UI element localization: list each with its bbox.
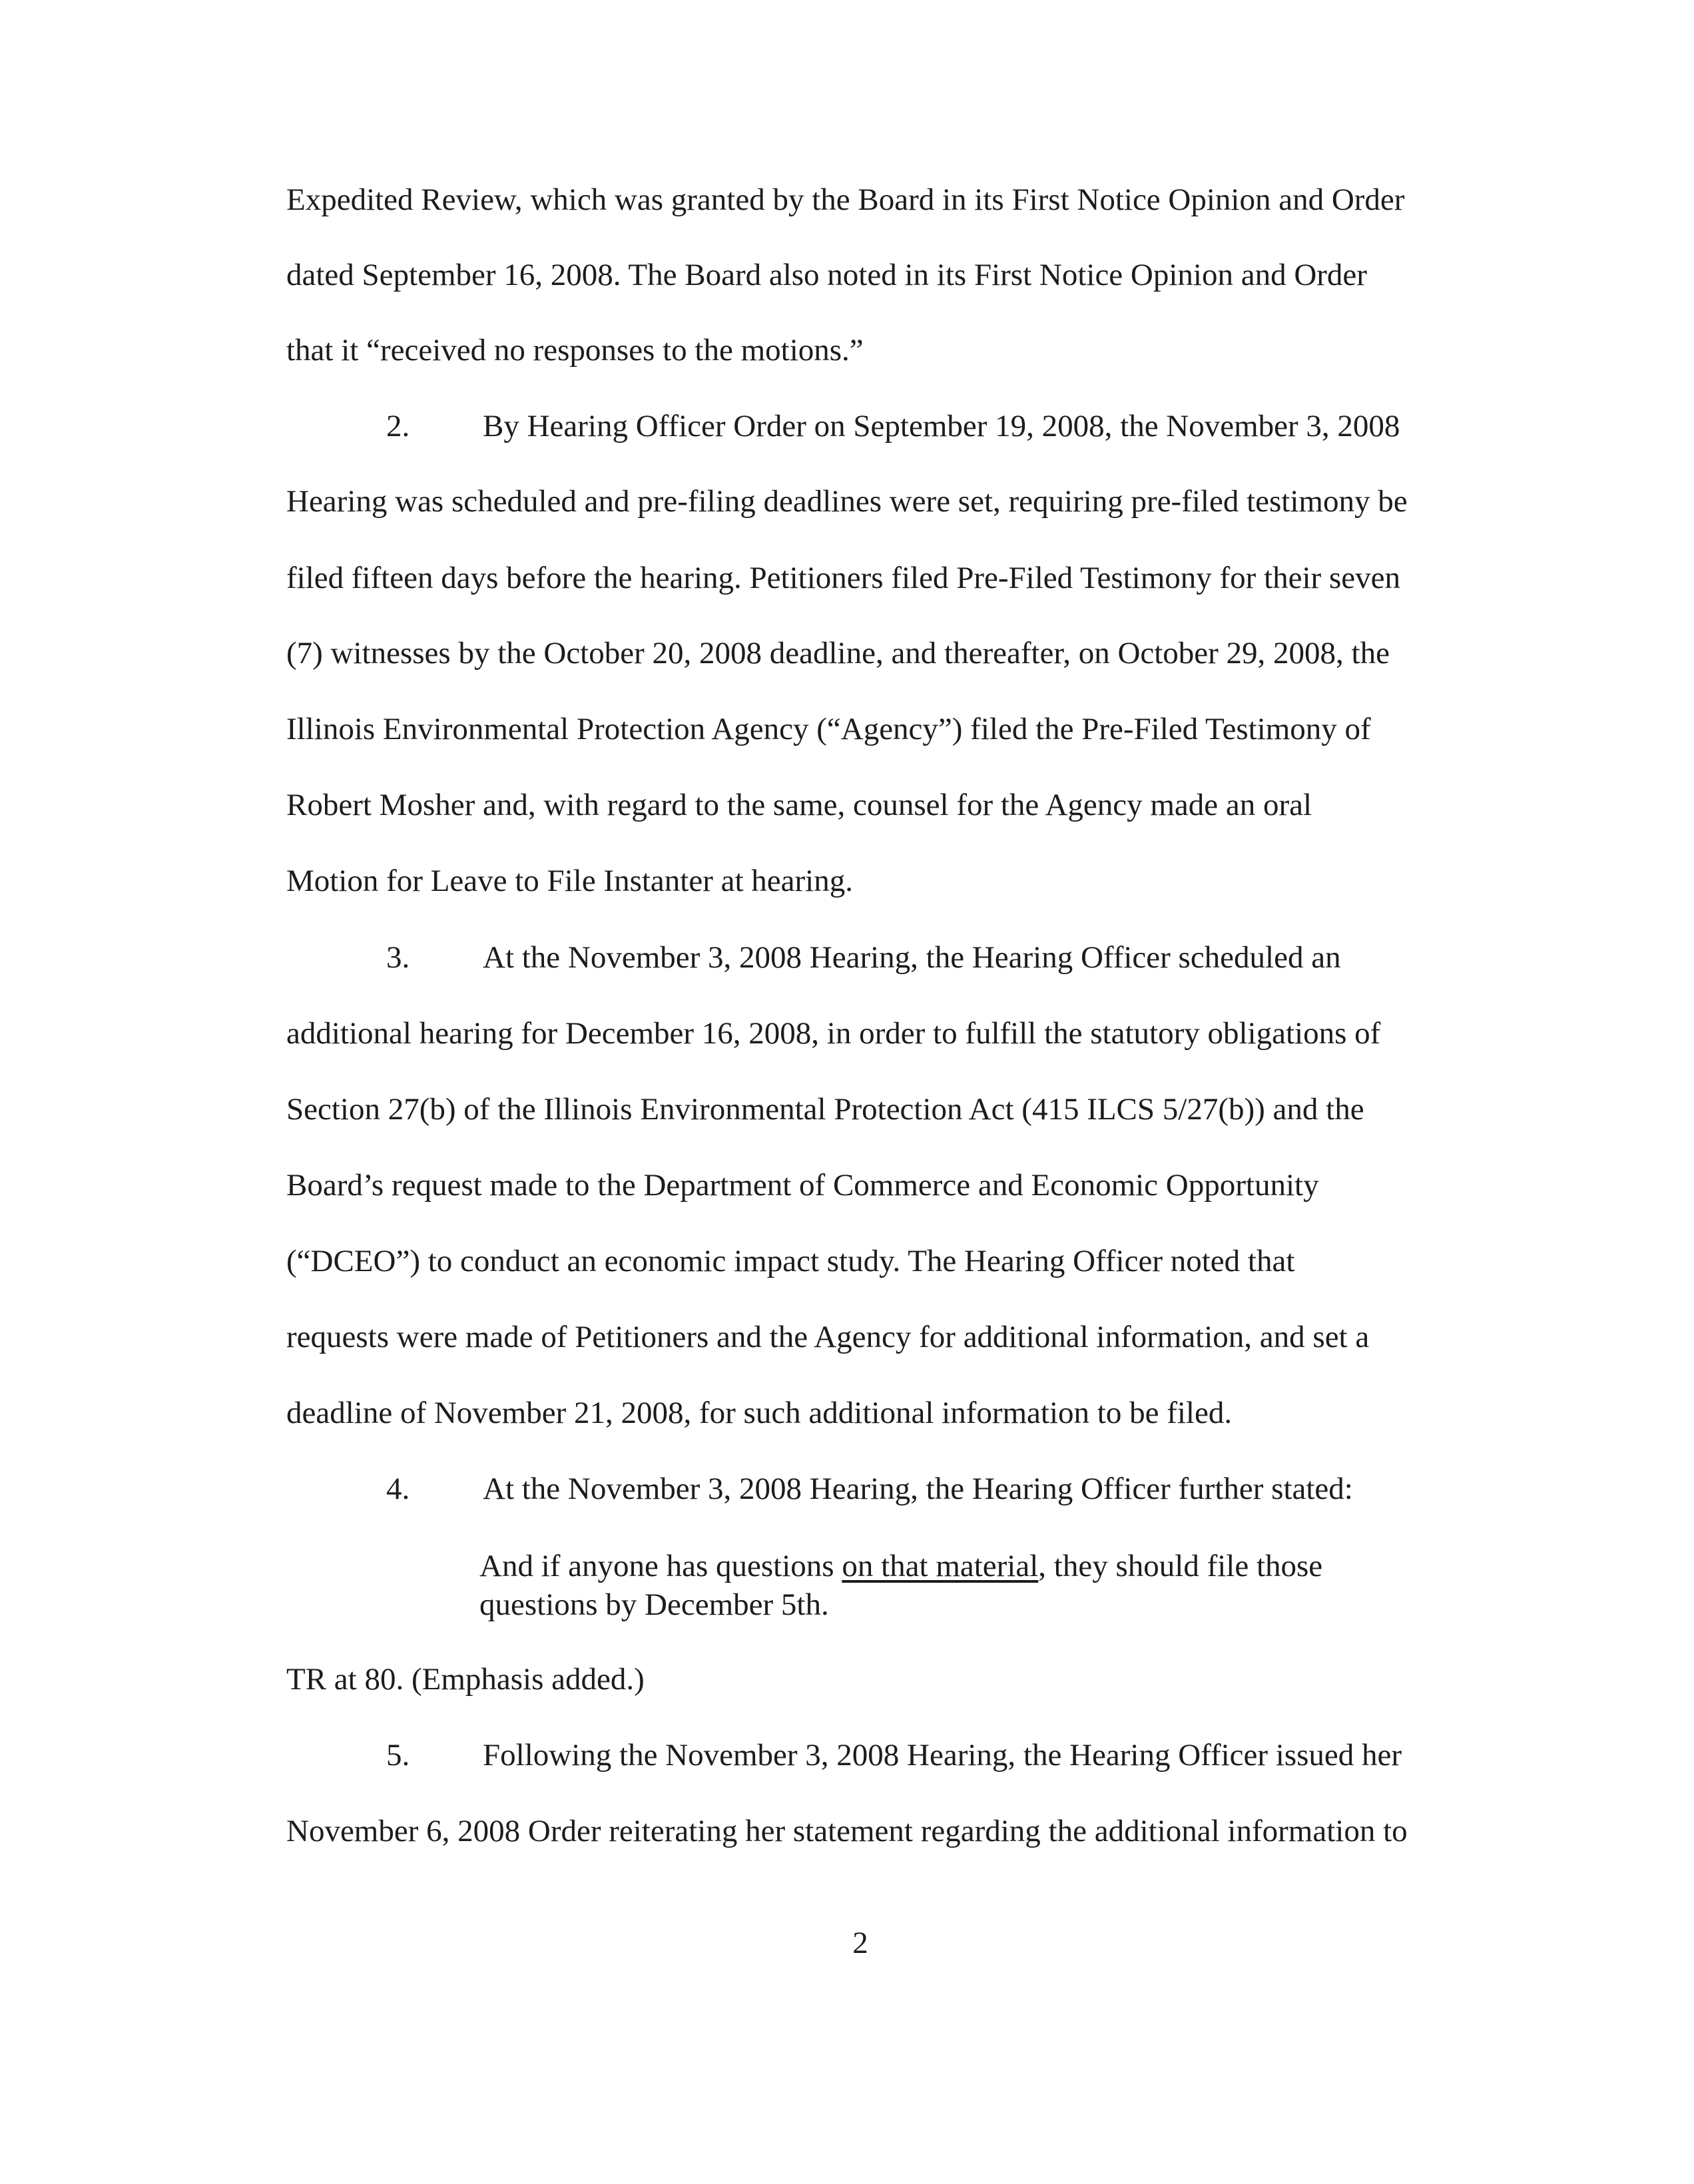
paragraph-5-line-2: November 6, 2008 Order reiterating her statement regarding the additional information to [286, 1814, 1408, 1848]
block-quote-line-2: questions by December 5th. [479, 1587, 829, 1622]
quote-citation: TR at 80. (Emphasis added.) [286, 1662, 645, 1697]
paragraph-2-line-5: Illinois Environmental Protection Agency (“Agency”) filed the Pre-Filed Testimony of [286, 712, 1371, 746]
paragraph-3-line-2: additional hearing for December 16, 2008, in order to fulfill the statutory obligations of [286, 1016, 1381, 1051]
page-number: 2 [852, 1926, 868, 1960]
paragraph-3-line-5: (“DCEO”) to conduct an economic impact study. The Hearing Officer noted that [286, 1244, 1295, 1278]
paragraph-3-line-4: Board’s request made to the Department of Commerce and Economic Opportunity [286, 1168, 1319, 1203]
paragraph-3-line-1: At the November 3, 2008 Hearing, the Hearing Officer scheduled an [483, 940, 1341, 975]
paragraph-3-number: 3. [386, 940, 410, 975]
paragraph-2-line-2: Hearing was scheduled and pre-filing deadlines were set, requiring pre-filed testimony be [286, 484, 1408, 519]
paragraph-5-number: 5. [386, 1738, 410, 1773]
block-quote-line-1 [479, 1546, 1322, 1586]
continuation-line-1: Expedited Review, which was granted by the Board in its First Notice Opinion and Order [286, 182, 1405, 217]
continuation-line-3: that it “received no responses to the motions.” [286, 333, 864, 368]
paragraph-2-line-1: By Hearing Officer Order on September 19, 2008, the November 3, 2008 [483, 409, 1400, 443]
quote-text-after: , they should file those [1038, 1549, 1323, 1583]
paragraph-5-line-1: Following the November 3, 2008 Hearing, the Hearing Officer issued her [483, 1738, 1402, 1773]
paragraph-4-line-1: At the November 3, 2008 Hearing, the Hearing Officer further stated: [483, 1472, 1353, 1506]
quote-underlined-emphasis: on that material [842, 1549, 1039, 1583]
paragraph-3-line-6: requests were made of Petitioners and the Agency for additional information, and set a [286, 1320, 1370, 1354]
paragraph-2-line-4: (7) witnesses by the October 20, 2008 deadline, and thereafter, on October 29, 2008, the [286, 636, 1390, 671]
paragraph-3-line-7: deadline of November 21, 2008, for such additional information to be filed. [286, 1396, 1233, 1430]
paragraph-4-number: 4. [386, 1472, 410, 1506]
paragraph-2-line-3: filed fifteen days before the hearing. Petitioners filed Pre-Filed Testimony for their seven [286, 561, 1400, 595]
paragraph-3-line-3: Section 27(b) of the Illinois Environmental Protection Act (415 ILCS 5/27(b)) and the [286, 1092, 1364, 1127]
quote-text-before: And if anyone has questions [479, 1549, 842, 1583]
paragraph-2-line-6: Robert Mosher and, with regard to the same, counsel for the Agency made an oral [286, 788, 1312, 822]
paragraph-2-line-7: Motion for Leave to File Instanter at hearing. [286, 864, 853, 898]
paragraph-2-number: 2. [386, 409, 410, 443]
continuation-line-2: dated September 16, 2008. The Board also noted in its First Notice Opinion and Order [286, 258, 1367, 292]
